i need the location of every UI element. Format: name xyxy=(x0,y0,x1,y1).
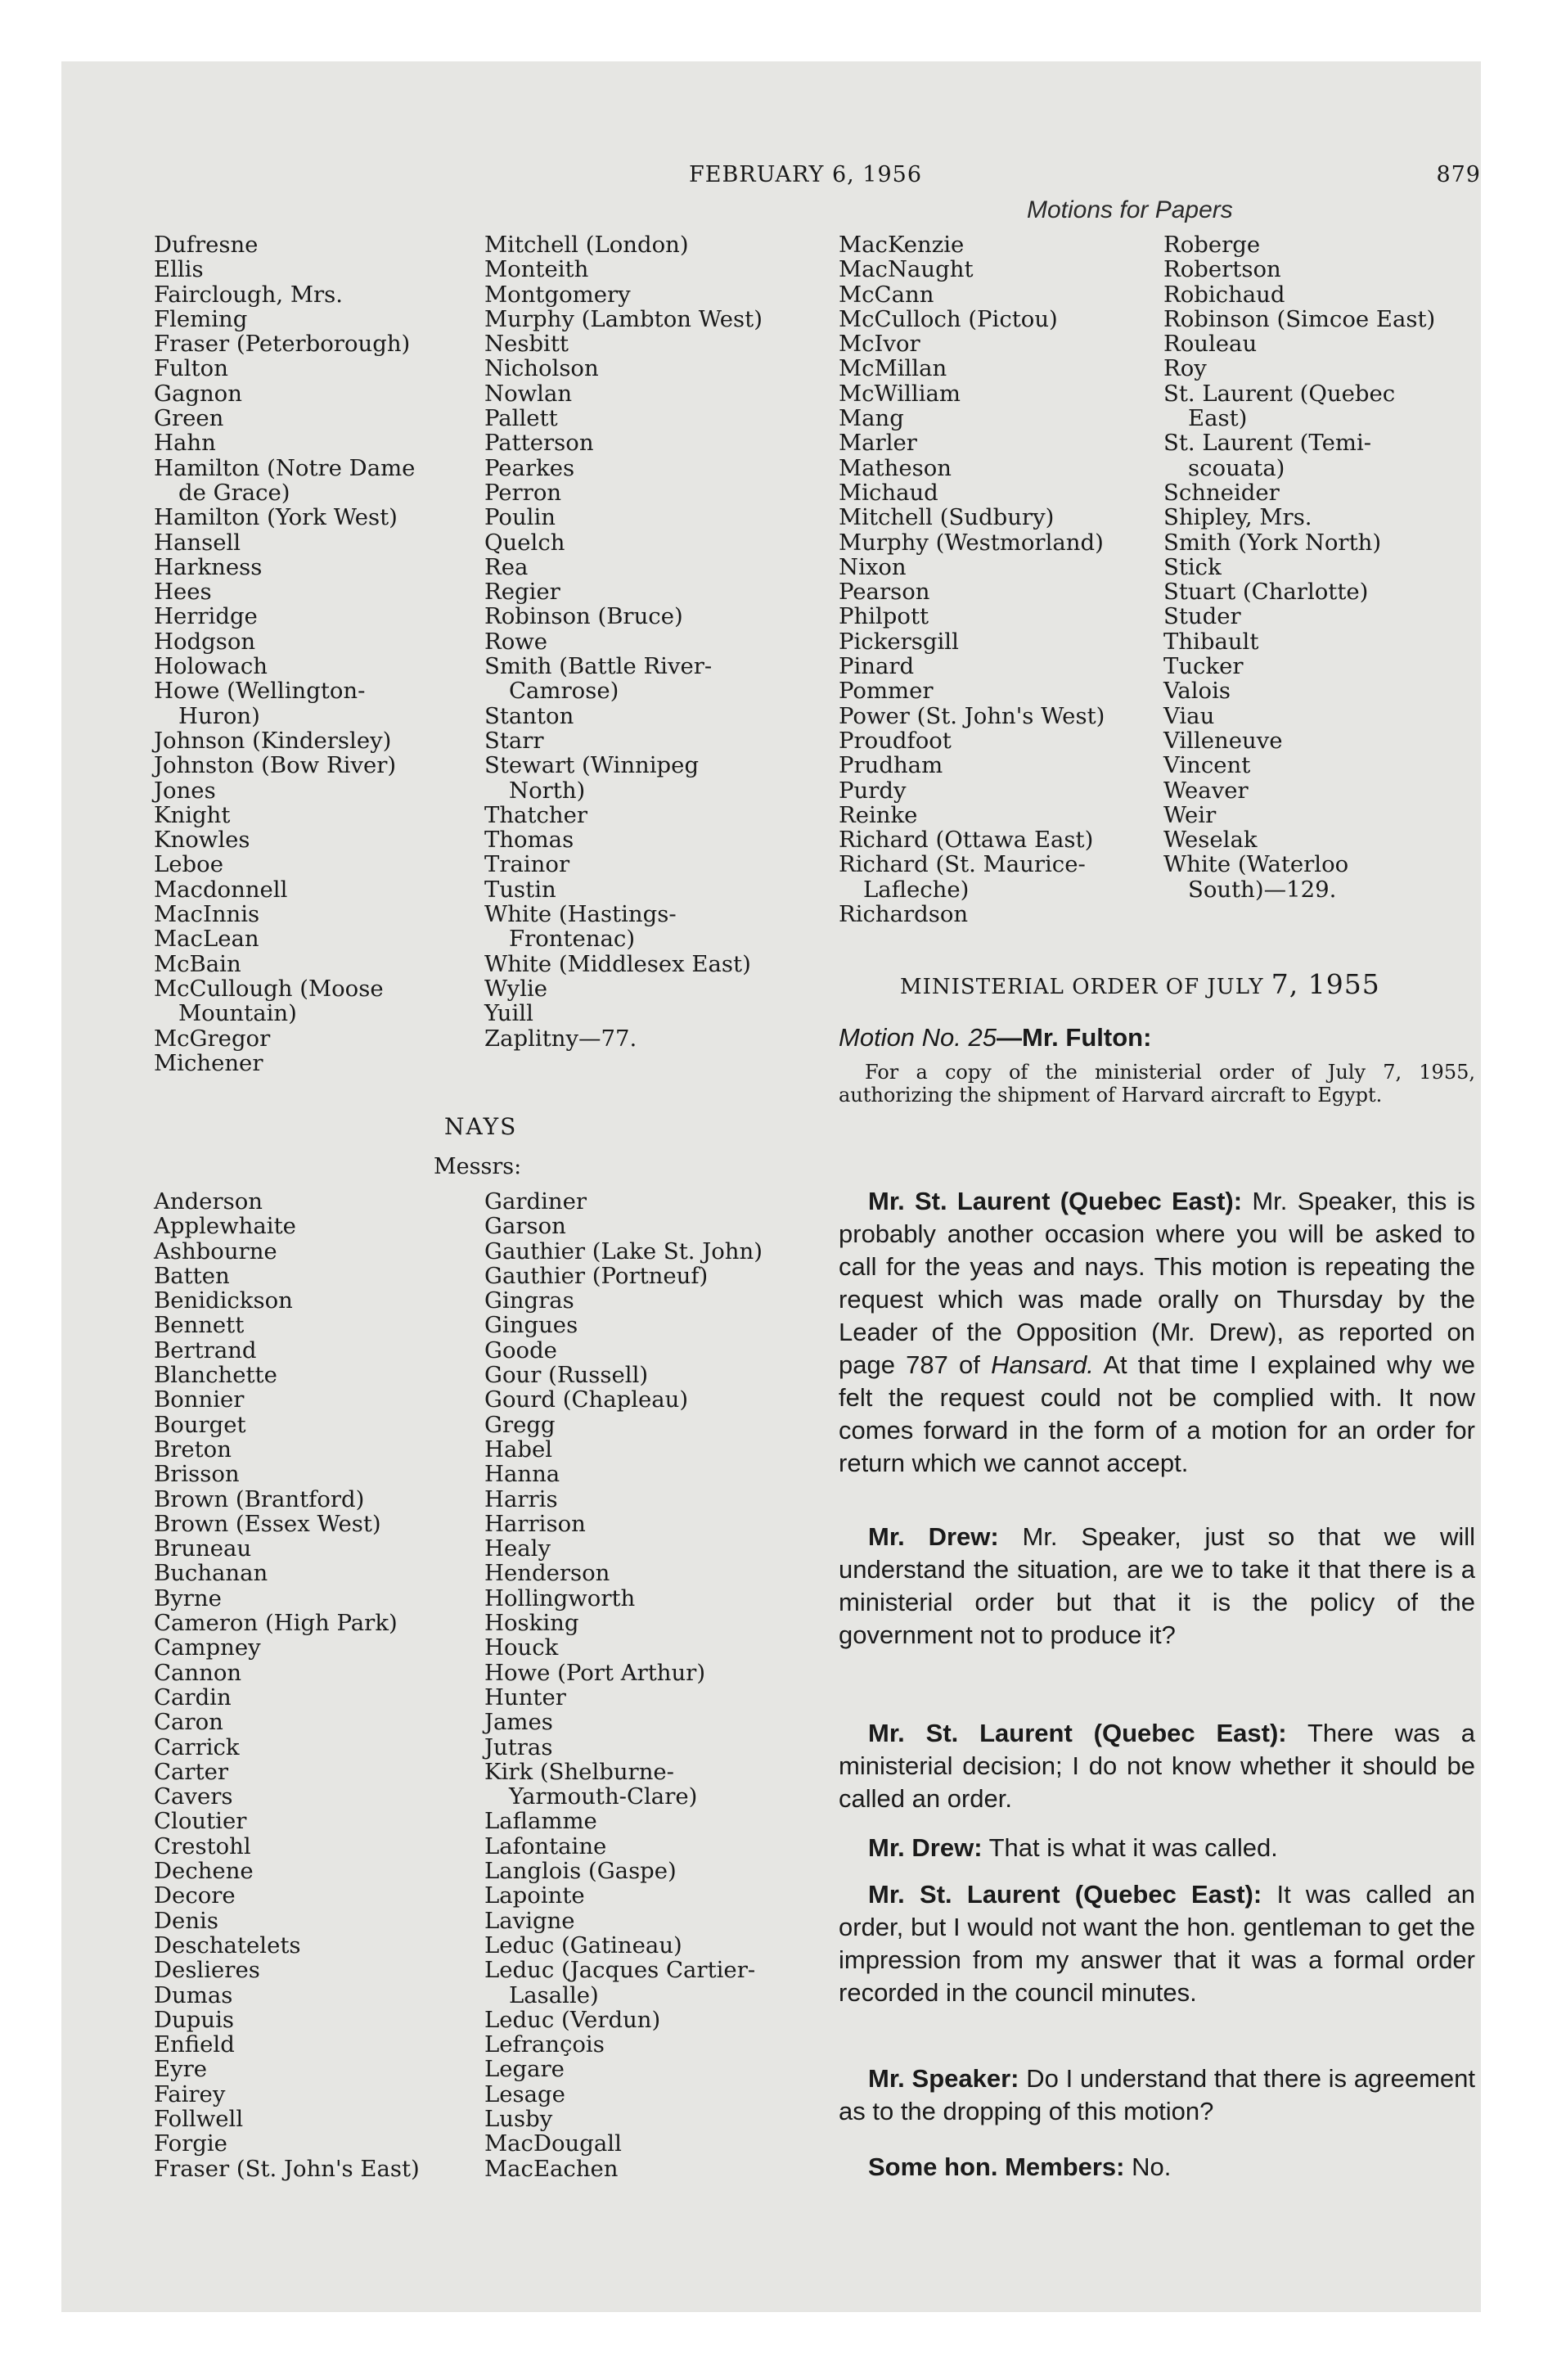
member-name: Smith (York North) xyxy=(1163,529,1382,556)
member-name: Pearkes xyxy=(484,454,575,481)
member-name: Matheson xyxy=(839,454,952,481)
member-name: Regier xyxy=(484,579,560,606)
member-name: Richard (St. Maurice- xyxy=(839,851,1086,878)
member-name: Gourd (Chapleau) xyxy=(484,1386,689,1413)
member-name: Campney xyxy=(154,1634,261,1661)
member-name: Studer xyxy=(1163,603,1241,630)
speech-text: Do I understand that there is agreement as to the dropping of this motion? xyxy=(839,2064,1475,2125)
member-name: Quelch xyxy=(484,529,565,556)
member-name: James xyxy=(484,1709,553,1736)
member-name: Leboe xyxy=(154,851,223,878)
member-name: McCann xyxy=(839,281,934,308)
speaker-name: Mr. Speaker: xyxy=(868,2064,1019,2093)
section-title xyxy=(900,968,1380,1000)
member-name: Stuart (Charlotte) xyxy=(1163,579,1369,606)
member-name: Enfield xyxy=(154,2031,235,2058)
member-name: White (Waterloo xyxy=(1163,851,1349,878)
member-name: Hees xyxy=(154,579,212,606)
member-name: Stick xyxy=(1163,553,1222,580)
member-name: Dumas xyxy=(154,1981,233,2008)
member-name: Reinke xyxy=(839,801,918,828)
member-name: St. Laurent (Temi- xyxy=(1163,430,1372,457)
member-name: Bennett xyxy=(154,1312,245,1339)
member-name: MacLean xyxy=(154,926,259,953)
member-name: Harris xyxy=(484,1485,558,1512)
member-name: Brown (Essex West) xyxy=(154,1510,381,1537)
member-name: Nesbitt xyxy=(484,331,569,358)
member-name: McCullough (Moose xyxy=(154,975,384,1002)
member-name: Rowe xyxy=(484,628,548,655)
member-name: Stewart (Winnipeg xyxy=(484,752,700,779)
speech-text: Mr. Speaker, this is probably another occasion where you will be asked to call for the yeas and nays. This motion is repeating the request which was made orally on Thursday by the Leader of the Opposition (Mr. Drew), as reported on page 787 of xyxy=(839,1187,1475,1379)
member-name: Schneider xyxy=(1163,479,1280,506)
member-name: Lesage xyxy=(484,2080,565,2107)
member-name: MacKenzie xyxy=(839,232,965,258)
member-name: Kirk (Shelburne- xyxy=(484,1758,674,1785)
member-name: Poulin xyxy=(484,504,556,531)
member-name: Nixon xyxy=(839,553,907,580)
member-name: Byrne xyxy=(154,1584,222,1611)
nays-subheading: Messrs: xyxy=(434,1154,522,1179)
member-name: Vincent xyxy=(1163,752,1251,779)
member-name: Hahn xyxy=(154,430,216,457)
member-name: Michener xyxy=(154,1049,263,1076)
member-name: McBain xyxy=(154,950,241,977)
member-name: Houck xyxy=(484,1634,559,1661)
member-name: Dechene xyxy=(154,1858,254,1885)
member-name: Hodgson xyxy=(154,628,256,655)
member-name: Gingras xyxy=(484,1287,574,1314)
member-name: Goode xyxy=(484,1336,557,1364)
member-name: Gingues xyxy=(484,1312,578,1339)
member-name: Thomas xyxy=(484,827,574,854)
member-name: Harrison xyxy=(484,1510,586,1537)
speaker-name: Mr. Drew: xyxy=(868,1833,983,1862)
member-name: Weir xyxy=(1163,801,1217,828)
member-name: Rea xyxy=(484,553,529,580)
member-name: Cloutier xyxy=(154,1808,247,1835)
member-name: McWilliam xyxy=(839,380,961,407)
member-name: Pinard xyxy=(839,653,915,680)
member-name: MacEachen xyxy=(484,2155,619,2182)
member-name: St. Laurent (Quebec xyxy=(1163,380,1396,407)
member-name: Hosking xyxy=(484,1610,579,1637)
member-name: Philpott xyxy=(839,603,929,630)
member-name: Cannon xyxy=(154,1659,242,1686)
member-name: Buchanan xyxy=(154,1560,268,1587)
member-name: Caron xyxy=(154,1709,223,1736)
speech-2 xyxy=(839,1717,1475,1815)
member-name: Viau xyxy=(1163,702,1215,729)
member-name: Cardin xyxy=(154,1684,232,1711)
member-name: Robichaud xyxy=(1163,281,1285,308)
nays-column-1 xyxy=(154,1189,420,2181)
member-name: Johnson (Kindersley) xyxy=(154,727,392,754)
member-name: Prudham xyxy=(839,752,943,779)
member-name: Garson xyxy=(484,1213,566,1240)
member-name: Follwell xyxy=(154,2105,244,2132)
member-name: Howe (Port Arthur) xyxy=(484,1659,706,1686)
member-name: Lafontaine xyxy=(484,1832,607,1859)
member-name: Thibault xyxy=(1163,628,1259,655)
member-name: Hamilton (Notre Dame xyxy=(154,454,416,481)
member-name: Deschatelets xyxy=(154,1931,301,1959)
member-name: Fleming xyxy=(154,305,248,332)
member-name: Robinson (Simcoe East) xyxy=(1163,305,1436,332)
member-name: Green xyxy=(154,405,224,432)
member-name: Smith (Battle River- xyxy=(484,653,713,680)
yeas-column-3 xyxy=(839,232,1105,926)
member-name: Patterson xyxy=(484,430,594,457)
member-name: Applewhaite xyxy=(154,1213,296,1240)
member-name: Knight xyxy=(154,801,231,828)
member-name: Batten xyxy=(154,1262,230,1289)
speaker-name: Some hon. Members: xyxy=(868,2152,1125,2181)
member-name: Carter xyxy=(154,1758,229,1785)
member-name: Hamilton (York West) xyxy=(154,504,398,531)
member-name: Shipley, Mrs. xyxy=(1163,504,1312,531)
member-name: Tustin xyxy=(484,876,556,903)
nays-heading: NAYS xyxy=(444,1113,518,1140)
member-name: Yuill xyxy=(484,1000,533,1027)
member-name: Gour (Russell) xyxy=(484,1362,649,1389)
speaker-name: Mr. St. Laurent (Quebec East): xyxy=(868,1187,1243,1215)
member-name: Murphy (Westmorland) xyxy=(839,529,1104,556)
member-name: Weselak xyxy=(1163,827,1258,854)
member-name: MacNaught xyxy=(839,256,974,283)
member-name: Howe (Wellington- xyxy=(154,678,366,705)
member-name: Jones xyxy=(154,777,216,804)
member-name: Michaud xyxy=(839,479,938,506)
member-name: Pommer xyxy=(839,678,934,705)
member-name: Lafleche) xyxy=(863,876,970,903)
member-name: Mang xyxy=(839,405,904,432)
member-name: MacDougall xyxy=(484,2130,622,2157)
member-name: Fraser (St. John's East) xyxy=(154,2155,420,2182)
member-name: Thatcher xyxy=(484,801,588,828)
member-name: Leduc (Verdun) xyxy=(484,2006,661,2033)
member-name: Huron) xyxy=(178,702,260,729)
member-name: Bonnier xyxy=(154,1386,245,1413)
speech-text: No. xyxy=(1132,2152,1172,2181)
speaker-name: Mr. St. Laurent (Quebec East): xyxy=(868,1880,1262,1909)
member-name: Lapointe xyxy=(484,1882,585,1909)
member-name: Laflamme xyxy=(484,1808,597,1835)
member-name: Weaver xyxy=(1163,777,1249,804)
member-name: de Grace) xyxy=(178,479,290,506)
member-name: scouata) xyxy=(1188,454,1285,481)
member-name: Gauthier (Portneuf) xyxy=(484,1262,709,1289)
speech-text: It was called an order, but I would not want the hon. gentleman to get the impression from my answer that it was a formal order recorded in the council minutes. xyxy=(839,1880,1475,2007)
member-name: Frontenac) xyxy=(509,926,636,953)
member-name: Brown (Brantford) xyxy=(154,1485,365,1512)
yeas-column-4 xyxy=(1163,232,1435,902)
member-name: Hollingworth xyxy=(484,1584,636,1611)
member-name: Roberge xyxy=(1163,232,1261,258)
speech-text: There was a ministerial decision; I do not know whether it should be called an order. xyxy=(839,1719,1475,1813)
member-name: Power (St. John's West) xyxy=(839,702,1105,729)
member-name: Hanna xyxy=(484,1461,560,1488)
member-name: MacInnis xyxy=(154,901,260,928)
member-name: Gardiner xyxy=(484,1188,587,1215)
member-name: Marler xyxy=(839,430,917,457)
yeas-column-2 xyxy=(484,232,763,1051)
member-name: Hunter xyxy=(484,1684,566,1711)
member-name: Purdy xyxy=(839,777,907,804)
member-name: Decore xyxy=(154,1882,236,1909)
member-name: Mitchell (Sudbury) xyxy=(839,504,1055,531)
member-name: Brisson xyxy=(154,1461,240,1488)
member-name: Rouleau xyxy=(1163,331,1258,358)
member-name: Tucker xyxy=(1163,653,1244,680)
member-name: Knowles xyxy=(154,827,250,854)
member-name: Fairey xyxy=(154,2080,226,2107)
member-name: Mitchell (London) xyxy=(484,232,689,258)
member-name: Breton xyxy=(154,1436,232,1463)
member-name: Bruneau xyxy=(154,1535,252,1562)
member-name: Dufresne xyxy=(154,232,259,258)
member-name: Carrick xyxy=(154,1733,240,1760)
member-name: Wylie xyxy=(484,975,548,1002)
member-name: Crestohl xyxy=(154,1832,251,1859)
speech-text: Mr. Speaker, just so that we will understand the situation, are we to take it that there is a ministerial order but that it is the policy of the government not to produce it? xyxy=(839,1522,1475,1649)
member-name: McMillan xyxy=(839,355,947,382)
member-name: Yarmouth-Clare) xyxy=(509,1783,698,1810)
speech-4 xyxy=(839,1878,1475,2009)
motion-text xyxy=(839,1061,1475,1107)
section-title-caps: MINISTERIAL ORDER OF JULY xyxy=(900,975,1264,999)
member-name: Herridge xyxy=(154,603,258,630)
member-name: Eyre xyxy=(154,2056,208,2083)
section-subhead: Motions for Papers xyxy=(1027,196,1233,223)
motion-text-body: For a copy of the ministerial order of July 7, 1955, authorizing the shipment of Harvard aircraft to Egypt. xyxy=(839,1061,1475,1107)
speech-text: That is what it was called. xyxy=(988,1833,1278,1862)
member-name: Pearson xyxy=(839,579,930,606)
member-name: Pallett xyxy=(484,405,558,432)
member-name: Valois xyxy=(1163,678,1231,705)
member-name: Blanchette xyxy=(154,1362,277,1389)
member-name: McGregor xyxy=(154,1025,271,1052)
member-name: Lavigne xyxy=(484,1907,575,1934)
section-title-date: 7, 1955 xyxy=(1271,968,1380,1000)
member-name: Benidickson xyxy=(154,1287,293,1314)
member-name: Nicholson xyxy=(484,355,599,382)
member-name: Pickersgill xyxy=(839,628,959,655)
nays-column-2 xyxy=(484,1189,763,2181)
speaker-name: Mr. Drew: xyxy=(868,1522,999,1551)
member-name: Montgomery xyxy=(484,281,631,308)
member-name: East) xyxy=(1188,405,1248,432)
member-name: Langlois (Gaspe) xyxy=(484,1858,677,1885)
member-name: Denis xyxy=(154,1907,218,1934)
member-name: Legare xyxy=(484,2056,565,2083)
member-name: Richardson xyxy=(839,901,969,928)
member-name: Johnston (Bow River) xyxy=(154,752,397,779)
member-name: Deslieres xyxy=(154,1957,260,1984)
member-name: Nowlan xyxy=(484,380,573,407)
speech-6 xyxy=(839,2151,1475,2184)
member-name: Lasalle) xyxy=(509,1981,599,2008)
member-name: Zaplitny—77. xyxy=(484,1025,637,1052)
member-name: Cameron (High Park) xyxy=(154,1610,398,1637)
member-name: Dupuis xyxy=(154,2006,234,2033)
page-number: 879 xyxy=(1436,162,1481,187)
member-name: Fulton xyxy=(154,355,228,382)
speaker-name: Mr. St. Laurent (Quebec East): xyxy=(868,1719,1287,1747)
member-name: Gregg xyxy=(484,1411,556,1438)
speech-5 xyxy=(839,2062,1475,2128)
member-name: Bourget xyxy=(154,1411,246,1438)
member-name: White (Hastings- xyxy=(484,901,677,928)
member-name: Proudfoot xyxy=(839,727,952,754)
speech-text-cont: At that time I explained why we felt the request could not be complied with. It now comes forward in the form of a motion for an order for return which we cannot accept. xyxy=(839,1350,1475,1477)
member-name: Habel xyxy=(484,1436,553,1463)
member-name: Murphy (Lambton West) xyxy=(484,305,763,332)
member-name: McIvor xyxy=(839,331,920,358)
motion-mover: —Mr. Fulton: xyxy=(997,1023,1152,1052)
member-name: Stanton xyxy=(484,702,574,729)
member-name: Monteith xyxy=(484,256,589,283)
member-name: Ashbourne xyxy=(154,1237,277,1264)
member-name: Perron xyxy=(484,479,562,506)
member-name: Hansell xyxy=(154,529,241,556)
member-name: Camrose) xyxy=(509,678,619,705)
motion-heading xyxy=(839,1023,1151,1053)
member-name: Starr xyxy=(484,727,544,754)
member-name: Trainor xyxy=(484,851,570,878)
member-name: Cavers xyxy=(154,1783,233,1810)
member-name: White (Middlesex East) xyxy=(484,950,751,977)
member-name: Harkness xyxy=(154,553,263,580)
member-name: Robertson xyxy=(1163,256,1281,283)
speech-emphasis: Hansard. xyxy=(991,1350,1094,1379)
member-name: Roy xyxy=(1163,355,1207,382)
member-name: Forgie xyxy=(154,2130,227,2157)
member-name: Macdonnell xyxy=(154,876,288,903)
member-name: Lefrançois xyxy=(484,2031,605,2058)
member-name: Mountain) xyxy=(178,1000,297,1027)
motion-label: Motion No. 25 xyxy=(839,1023,997,1052)
yeas-column-1 xyxy=(154,232,415,1075)
member-name: Robinson (Bruce) xyxy=(484,603,683,630)
member-name: Leduc (Jacques Cartier- xyxy=(484,1957,756,1984)
member-name: Villeneuve xyxy=(1163,727,1283,754)
speech-0 xyxy=(839,1185,1475,1480)
member-name: Lusby xyxy=(484,2105,553,2132)
member-name: Gagnon xyxy=(154,380,242,407)
page-date: FEBRUARY 6, 1956 xyxy=(689,162,922,187)
member-name: Jutras xyxy=(484,1733,553,1760)
member-name: Fairclough, Mrs. xyxy=(154,281,343,308)
member-name: Anderson xyxy=(154,1188,263,1215)
speech-1 xyxy=(839,1521,1475,1652)
member-name: Henderson xyxy=(484,1560,610,1587)
member-name: Fraser (Peterborough) xyxy=(154,331,411,358)
member-name: Healy xyxy=(484,1535,551,1562)
member-name: McCulloch (Pictou) xyxy=(839,305,1058,332)
member-name: North) xyxy=(509,777,586,804)
member-name: Bertrand xyxy=(154,1336,257,1364)
member-name: Gauthier (Lake St. John) xyxy=(484,1237,763,1264)
member-name: Holowach xyxy=(154,653,268,680)
member-name: Leduc (Gatineau) xyxy=(484,1931,682,1959)
member-name: South)—129. xyxy=(1188,876,1337,903)
member-name: Ellis xyxy=(154,256,204,283)
speech-3 xyxy=(839,1832,1475,1864)
member-name: Richard (Ottawa East) xyxy=(839,827,1094,854)
